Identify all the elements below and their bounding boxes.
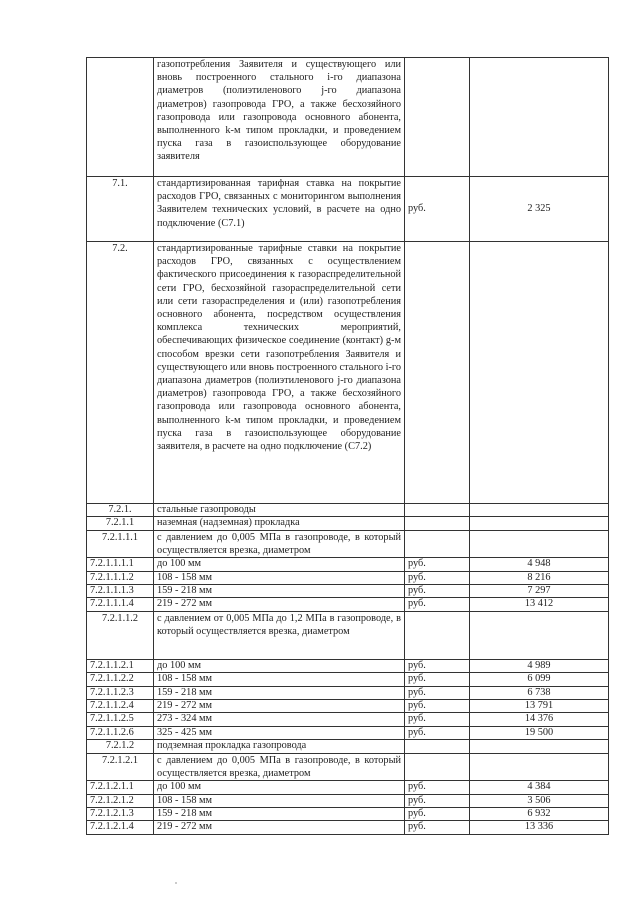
row-number: 7.2.1.1.1.2 xyxy=(87,571,154,584)
row-value: 2 325 xyxy=(470,177,609,242)
row-value: 6 099 xyxy=(470,673,609,686)
row-description: до 100 мм xyxy=(154,659,405,672)
row-number: 7.1. xyxy=(87,177,154,242)
row-number: 7.2.1.1.2.2 xyxy=(87,673,154,686)
row-value: 8 216 xyxy=(470,571,609,584)
row-unit: руб. xyxy=(405,686,470,699)
row-unit: руб. xyxy=(405,177,470,242)
table-row xyxy=(87,794,609,807)
row-unit xyxy=(405,611,470,659)
row-value: 19 500 xyxy=(470,726,609,739)
row-description: подземная прокладка газопровода xyxy=(154,740,405,753)
table-row xyxy=(87,673,609,686)
row-number: 7.2.1. xyxy=(87,504,154,517)
row-unit xyxy=(405,517,470,530)
row-value xyxy=(470,740,609,753)
table-row xyxy=(87,530,609,557)
row-value xyxy=(470,504,609,517)
row-unit xyxy=(405,504,470,517)
row-description: наземная (надземная) прокладка xyxy=(154,517,405,530)
table-row xyxy=(87,686,609,699)
row-number xyxy=(87,58,154,177)
row-value: 4 384 xyxy=(470,781,609,794)
row-number: 7.2.1.1.2.1 xyxy=(87,659,154,672)
row-description: 108 - 158 мм xyxy=(154,571,405,584)
row-description: 219 - 272 мм xyxy=(154,598,405,611)
row-number: 7.2.1.2.1.2 xyxy=(87,794,154,807)
table-row xyxy=(87,821,609,834)
row-unit: руб. xyxy=(405,794,470,807)
row-number: 7.2.1.1.2.3 xyxy=(87,686,154,699)
row-unit: руб. xyxy=(405,598,470,611)
row-value xyxy=(470,753,609,780)
row-unit: руб. xyxy=(405,726,470,739)
row-unit xyxy=(405,58,470,177)
row-value: 13 791 xyxy=(470,700,609,713)
row-unit xyxy=(405,530,470,557)
row-value: 7 297 xyxy=(470,585,609,598)
row-value: 6 738 xyxy=(470,686,609,699)
table-row xyxy=(87,753,609,780)
row-description: 108 - 158 мм xyxy=(154,673,405,686)
row-unit: руб. xyxy=(405,700,470,713)
row-number: 7.2.1.2.1.4 xyxy=(87,821,154,834)
row-number: 7.2.1.1.1.4 xyxy=(87,598,154,611)
row-value xyxy=(470,58,609,177)
tariff-table xyxy=(86,57,609,835)
row-number: 7.2.1.2.1 xyxy=(87,753,154,780)
row-number: 7.2.1.2 xyxy=(87,740,154,753)
table-row xyxy=(87,571,609,584)
row-number: 7.2.1.1.2 xyxy=(87,611,154,659)
row-number: 7.2. xyxy=(87,242,154,504)
row-value xyxy=(470,530,609,557)
row-value: 13 412 xyxy=(470,598,609,611)
row-value: 6 932 xyxy=(470,807,609,820)
row-description: газопотребления Заявителя и существующего или вновь построенного стального i-го диапазона диаметров (полиэтиленового j-го диапазона диаметров) газопровода ГРО, а также бесхозяйного газопровода или газопровода основного абонента, выполненного k-м типом прокладки, и проведением пуска газа в газоиспользующее оборудование заявителя xyxy=(154,58,405,177)
row-description: 159 - 218 мм xyxy=(154,585,405,598)
row-description: стандартизированные тарифные ставки на покрытие расходов ГРО, связанных с осуществлением фактического присоединения к газораспределительной сети ГРО, бесхозяйной газораспределительной сети или сети газораспределения и (или) газопотребления основного абонента, посредством осуществления комплекса технических мероприятий, обеспечивающих физическое соединение (контакт) g-м способом врезки сети газопотребления Заявителя и существующего или вновь построенного стального i-го диапазона диаметров (полиэтиленового j-го диапазона диаметров) газопровода ГРО, а также бесхозяйного газопровода или газопровода основного абонента, выполненного k-м типом прокладки, и проведением пуска газа в газоиспользующее оборудование заявителя, в расчете на одно подключение (С7.2) xyxy=(154,242,405,504)
row-value xyxy=(470,242,609,504)
row-description: с давлением до 0,005 МПа в газопроводе, в который осуществляется врезка, диаметром xyxy=(154,753,405,780)
row-description: 219 - 272 мм xyxy=(154,821,405,834)
table-row xyxy=(87,726,609,739)
row-number: 7.2.1.1.2.6 xyxy=(87,726,154,739)
scan-speck xyxy=(175,882,177,884)
table-row xyxy=(87,700,609,713)
row-value: 4 989 xyxy=(470,659,609,672)
row-description: до 100 мм xyxy=(154,558,405,571)
row-description: до 100 мм xyxy=(154,781,405,794)
table-row xyxy=(87,598,609,611)
row-description: стандартизированная тарифная ставка на покрытие расходов ГРО, связанных с мониторингом выполнения Заявителем технических условий, в расчете на одно подключение (С7.1) xyxy=(154,177,405,242)
row-description: 108 - 158 мм xyxy=(154,794,405,807)
row-number: 7.2.1.1.1.3 xyxy=(87,585,154,598)
row-description: 159 - 218 мм xyxy=(154,686,405,699)
row-number: 7.2.1.1.1 xyxy=(87,530,154,557)
table-row xyxy=(87,740,609,753)
row-description: 325 - 425 мм xyxy=(154,726,405,739)
row-number: 7.2.1.2.1.1 xyxy=(87,781,154,794)
row-unit: руб. xyxy=(405,673,470,686)
table-row xyxy=(87,585,609,598)
row-unit xyxy=(405,753,470,780)
table-row xyxy=(87,177,609,242)
row-description: 159 - 218 мм xyxy=(154,807,405,820)
table-row xyxy=(87,504,609,517)
row-number: 7.2.1.1.2.5 xyxy=(87,713,154,726)
row-value xyxy=(470,611,609,659)
row-number: 7.2.1.1 xyxy=(87,517,154,530)
row-description: 273 - 324 мм xyxy=(154,713,405,726)
row-unit xyxy=(405,242,470,504)
row-unit: руб. xyxy=(405,558,470,571)
table-row xyxy=(87,713,609,726)
row-value: 14 376 xyxy=(470,713,609,726)
row-unit: руб. xyxy=(405,781,470,794)
row-value: 3 506 xyxy=(470,794,609,807)
row-description: с давлением от 0,005 МПа до 1,2 МПа в газопроводе, в который осуществляется врезка, диаметром xyxy=(154,611,405,659)
row-description: с давлением до 0,005 МПа в газопроводе, в который осуществляется врезка, диаметром xyxy=(154,530,405,557)
table-row xyxy=(87,242,609,504)
table-row xyxy=(87,807,609,820)
row-value xyxy=(470,517,609,530)
table-row xyxy=(87,558,609,571)
row-unit: руб. xyxy=(405,571,470,584)
row-value: 13 336 xyxy=(470,821,609,834)
table-row xyxy=(87,58,609,177)
row-unit: руб. xyxy=(405,807,470,820)
row-value: 4 948 xyxy=(470,558,609,571)
table-row xyxy=(87,781,609,794)
row-number: 7.2.1.2.1.3 xyxy=(87,807,154,820)
row-number: 7.2.1.1.1.1 xyxy=(87,558,154,571)
row-unit: руб. xyxy=(405,585,470,598)
table-row xyxy=(87,517,609,530)
row-unit: руб. xyxy=(405,821,470,834)
table-row xyxy=(87,659,609,672)
table-row xyxy=(87,611,609,659)
row-number: 7.2.1.1.2.4 xyxy=(87,700,154,713)
row-unit: руб. xyxy=(405,713,470,726)
row-description: 219 - 272 мм xyxy=(154,700,405,713)
row-description: стальные газопроводы xyxy=(154,504,405,517)
row-unit xyxy=(405,740,470,753)
row-unit: руб. xyxy=(405,659,470,672)
